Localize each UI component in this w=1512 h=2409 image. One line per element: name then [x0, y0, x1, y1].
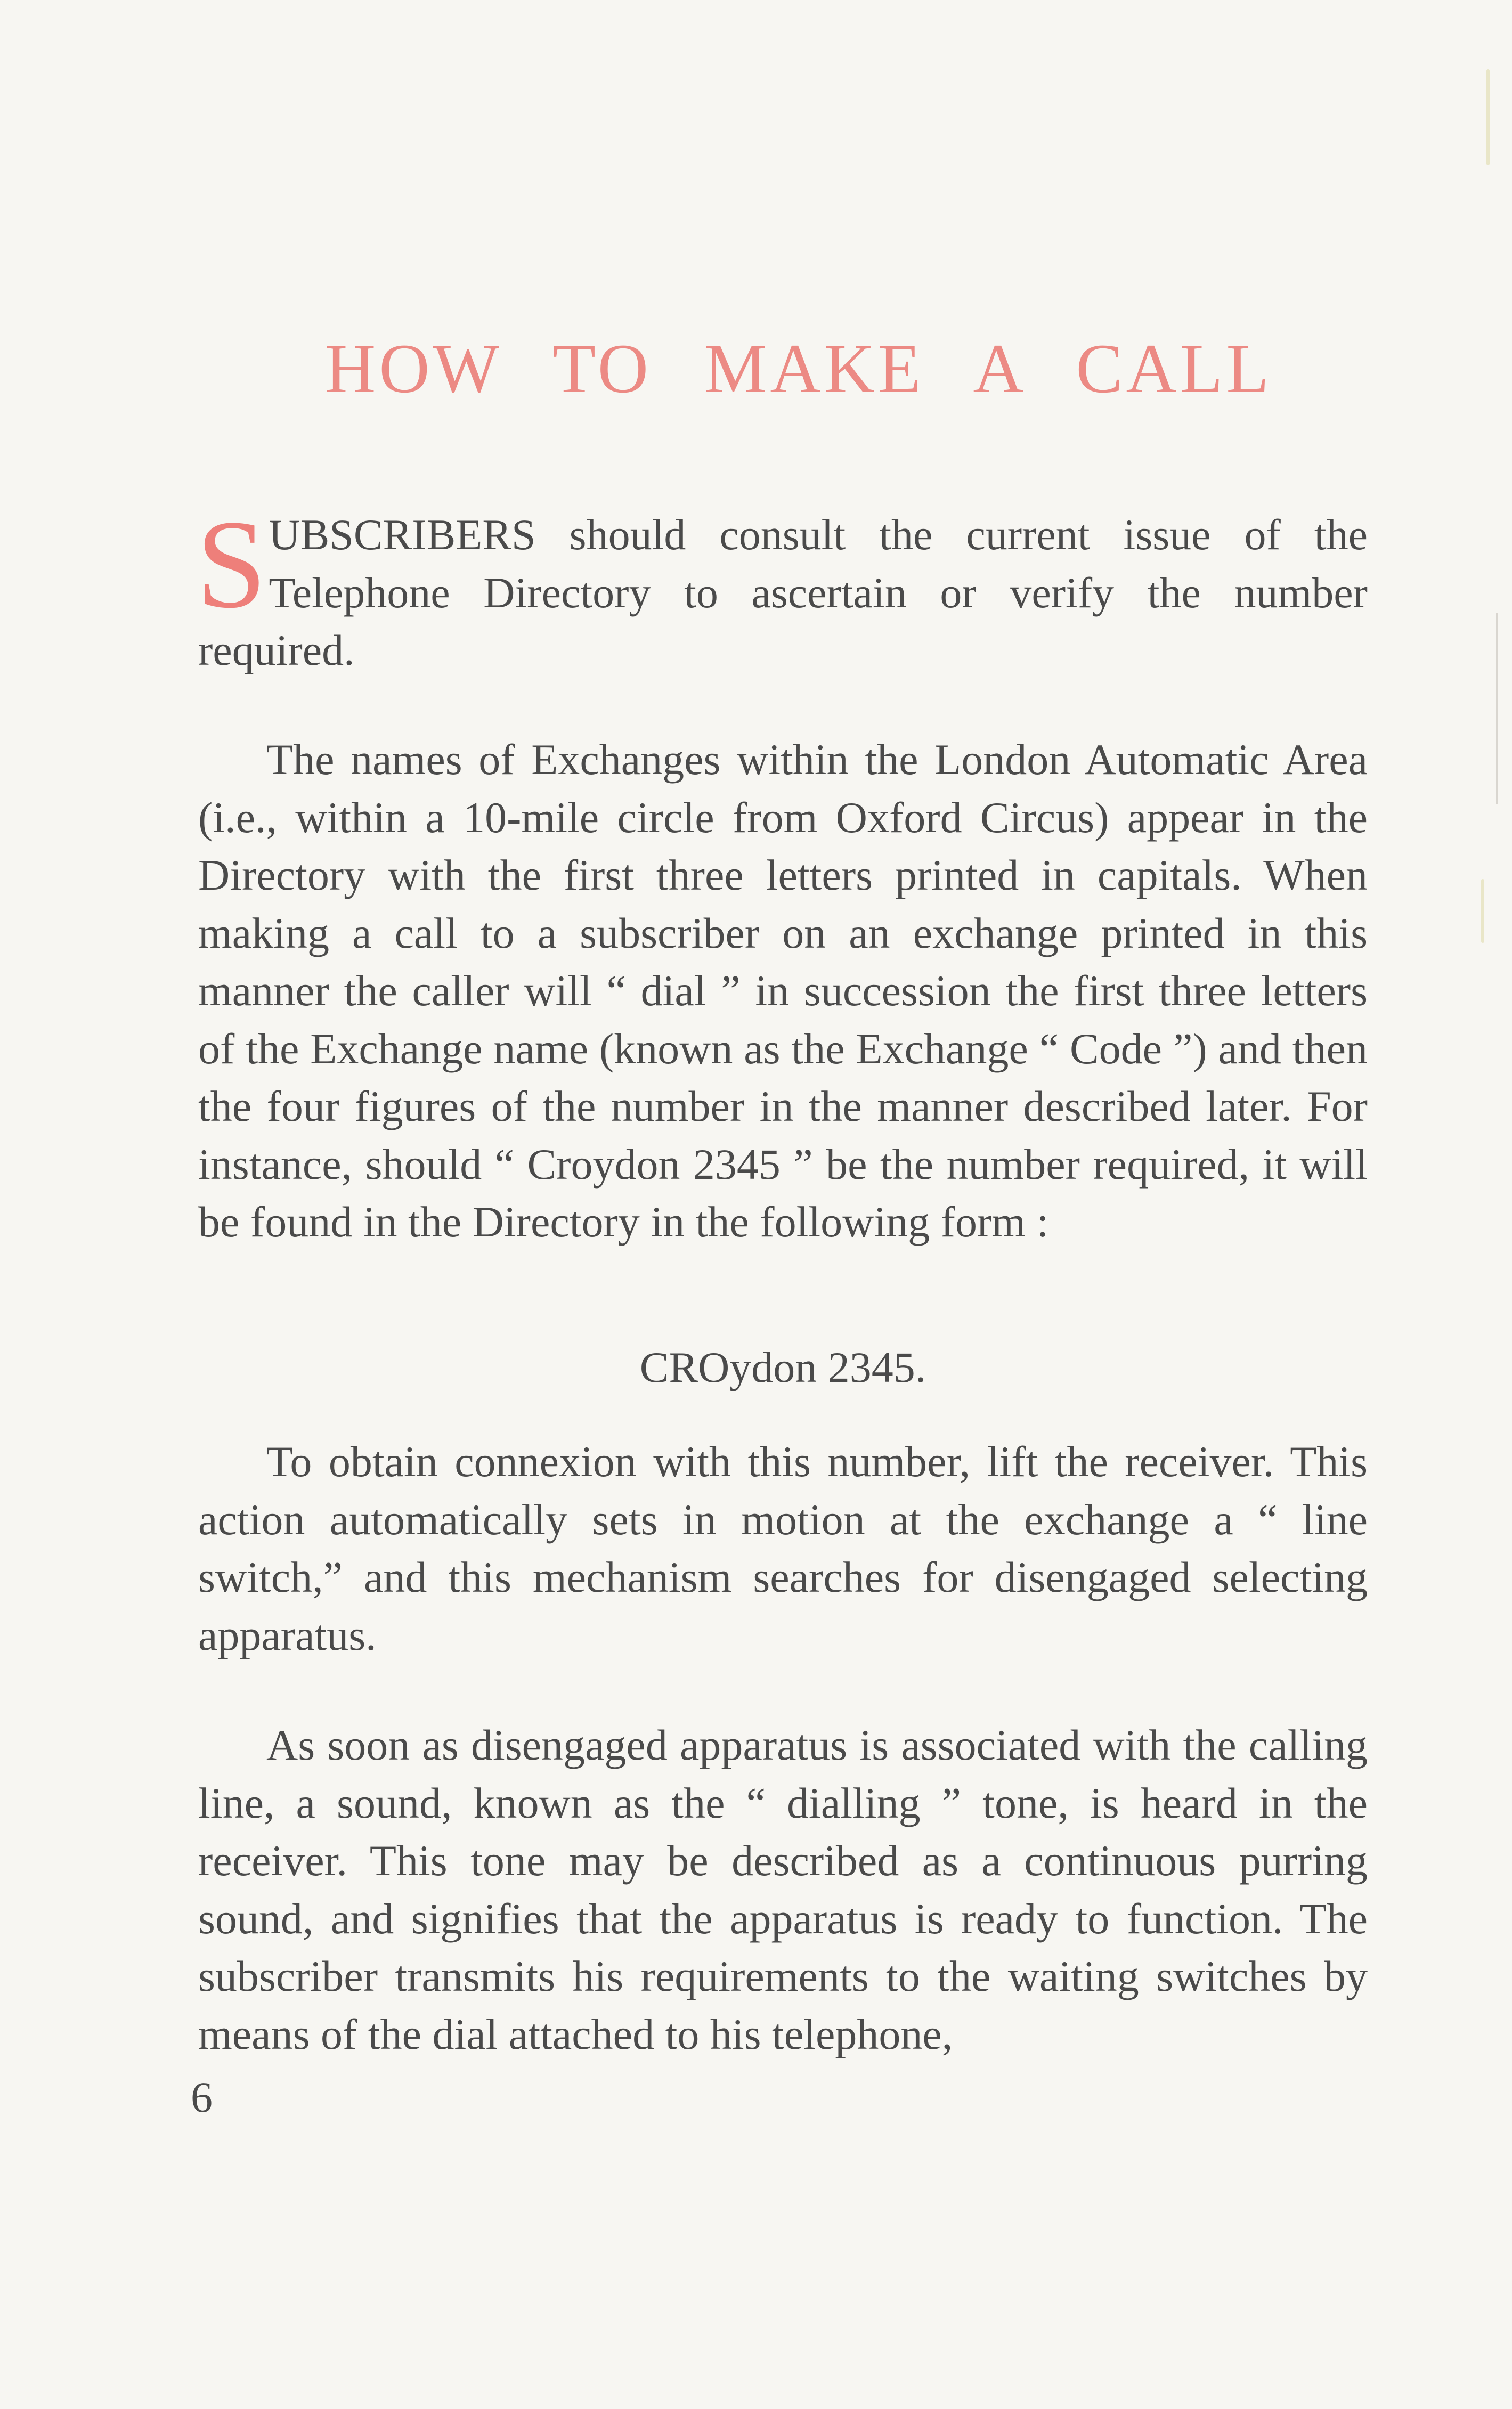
page-title: HOW TO MAKE A CALL — [325, 329, 1273, 408]
paragraph-dialling-tone: As soon as disengaged apparatus is associated with the calling line, a sound, known as the “ dialling ” tone, is heard in the receiver. This tone may be described as a continuous purring sound, and signifies that the apparatus is ready to function. The subscriber transmits his requirements to the waiting switches by means of the dial attached to his telephone, — [198, 1721, 1368, 2058]
page-number: 6 — [191, 2073, 213, 2121]
paper-edge-mark — [1496, 613, 1498, 804]
paragraph-intro-text: UBSCRIBERS should consult the current issue of the Telephone Directory to ascertain or verify the number required. — [198, 510, 1368, 674]
paragraph-exchanges: The names of Exchanges within the London Automatic Area (i.e., within a 10-mile circle from Oxford Circus) appear in the Directory with the first three letters printed in capitals. When making a call to a subscriber on an exchange printed in this manner the caller will “ dial ” in succession the first three letters of the Exchange name (known as the Exchange “ Code ”) and then the four figures of the number in the manner described later. For instance, should “ Croydon 2345 ” be the number required, it will be found in the Directory in the following form : — [198, 735, 1368, 1246]
paragraph-connexion: To obtain connexion with this number, lift the receiver. This action automatically sets in motion at the exchange a “ line switch,” and this mechanism searches for disengaged selecting apparatus. — [198, 1437, 1368, 1659]
directory-example: CROydon 2345. — [639, 1343, 926, 1391]
paragraph-intro — [196, 494, 1368, 680]
drop-cap: S — [196, 494, 267, 634]
paper-edge-mark — [1486, 69, 1490, 165]
paper-edge-mark — [1481, 879, 1484, 943]
